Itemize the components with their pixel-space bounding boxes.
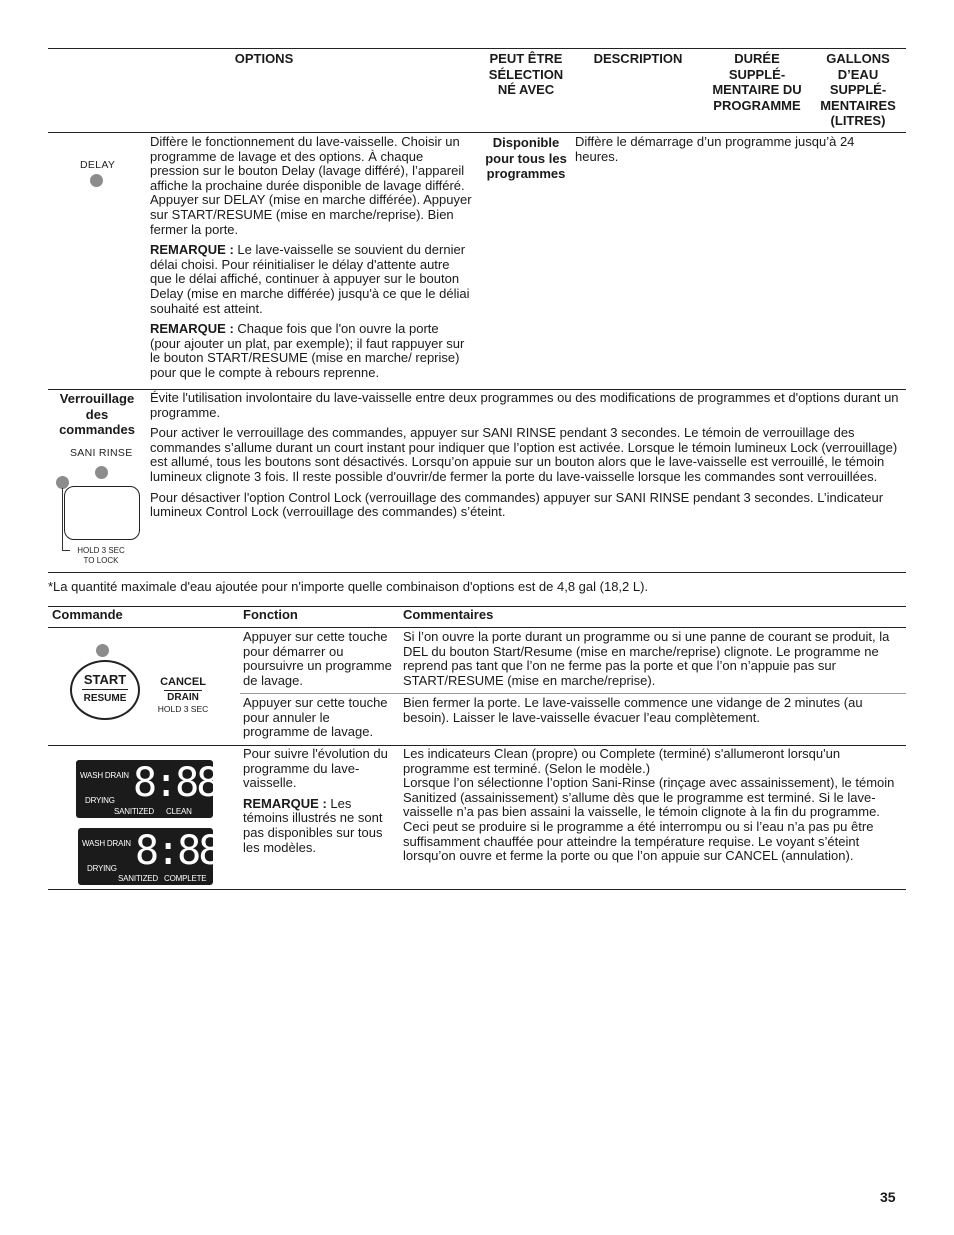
sanitized-label: SANITIZED [114, 807, 154, 816]
lock-paragraph-3: Pour désactiver l'option Control Lock (verrouillage des commandes) appuyer sur SANI RINSE pendant 3 secondes. L’indicateur lumineux Control Lock (verrouillage des commandes) s’éteint. [150, 489, 884, 520]
hold-to-lock-label: HOLD 3 SEC TO LOCK [77, 546, 125, 565]
sani-rinse-label: SANI RINSE [70, 447, 133, 459]
cancel-comment: Bien fermer la porte. Le lave-vaisselle commence une vidange de 2 minutes (au besoin). Laisser le lave-vaisselle évacuer l’eau complètement. [403, 695, 863, 725]
start-divider [82, 689, 128, 690]
lock-title: Verrouillage des commandes [59, 391, 135, 437]
delay-note-1: REMARQUE : Le lave-vaisselle se souvient du dernier délai choisi. Pour réinitialiser le délay d'attente autre que le délai affiché, continuer à appuyer sur le bouton Delay (mise en marche différée) jusqu'à ce que le déliai souhaité est atteint. [150, 242, 470, 316]
clean-label: CLEAN [166, 807, 192, 816]
wash-drain-label: WASH DRAIN [82, 839, 131, 848]
sani-rinse-button-outline [64, 486, 140, 540]
start-function: Appuyer sur cette touche pour démarrer ou poursuivre un programme de lavage. [243, 629, 392, 688]
resume-label: RESUME [83, 693, 127, 704]
status-display-clean [76, 760, 218, 818]
time-digits: 8:88 [133, 760, 218, 806]
status-display-complete [78, 828, 220, 885]
lock-description [150, 391, 902, 520]
header-added-time: DURÉE SUPPLÉ- MENTAIRE DU PROGRAMME [712, 51, 802, 113]
cancel-function: Appuyer sur cette touche pour annuler le programme de lavage. [243, 695, 388, 740]
delay-led-icon [90, 174, 103, 187]
delay-availability: Disponible pour tous les programmes [485, 135, 567, 181]
table2-header-rule [48, 627, 906, 628]
cancel-divider [164, 690, 202, 691]
footnote: *La quantité maximale d'eau ajoutée pour n'importe quelle combinaison d'options est de 4,8 gal (18,2 L). [48, 579, 649, 594]
display-function: Pour suivre l'évolution du programme du lave-vaisselle. REMARQUE : Les témoins illustrés ne sont pas disponibles sur tous les modèles. [243, 747, 397, 855]
start-subrow-rule [240, 693, 906, 694]
drying-label: DRYING [87, 864, 117, 873]
header-function: Fonction [243, 607, 298, 622]
table2-bottom-rule [48, 889, 906, 890]
header-description: DESCRIPTION [593, 51, 683, 66]
lock-bracket-foot [62, 550, 70, 551]
drying-label: DRYING [85, 796, 115, 805]
drain-label: DRAIN [167, 692, 199, 703]
start-led-icon [96, 644, 109, 657]
table-bottom-rule [48, 572, 906, 573]
lock-paragraph-2: Pour activer le verrouillage des commandes, appuyer sur SANI RINSE pendant 3 secondes. Le témoin de verrouillage des commandes s’allume durant un court instant pour indiquer que l’option est activée. Lorsque le témoin lumineux Lock (verrouillage) est allumé, tous les boutons sont désactivés. Lorsqu’on appuie sur un bouton alors que le lave-vaisselle est verrouillé, le témoin lumineux clignote 3 fois. Il reste possible d'ouvrir/de fermer la porte du lave-vaisselle lorsque les commandes sont verrouillées. [150, 425, 898, 484]
header-command: Commande [52, 607, 123, 622]
header-bottom-rule [48, 132, 906, 133]
start-comment: Si l’on ouvre la porte durant un programme ou si une panne de courant se produit, la DEL du bouton Start/Resume (mise en marche/reprise) clignote. Le programme ne reprend pas tant que l’on ne ferme pas la porte et que l’on n’appuie pas sur START/RESUME (mise en marche/reprise). [403, 629, 890, 688]
cancel-hold-label: HOLD 3 SEC [157, 704, 209, 714]
page-number: 35 [880, 1189, 896, 1205]
header-comments: Commentaires [403, 607, 494, 622]
sani-rinse-led-icon [95, 466, 108, 479]
lock-paragraph-1: Évite l'utilisation involontaire du lave-vaisselle entre deux programmes ou des modifications de programmes et d'options durant un programme. [150, 390, 899, 420]
delay-text: Diffère le fonctionnement du lave-vaisselle. Choisir un programme de lavage et des options. À chaque pression sur le bouton Delay (lavage différé), l’appareil affiche la prochaine durée disponible de lavage différé. Appuyer sur DELAY (mise en marche différée). Appuyer sur START/RESUME (mise en marche/reprise). Bien fermer la porte. [150, 134, 472, 237]
cancel-label: CANCEL [160, 676, 206, 688]
complete-label: COMPLETE [164, 874, 207, 883]
header-selectable-with: PEUT ÊTRE SÉLECTION NÉ AVEC [488, 51, 564, 97]
header-options: OPTIONS [234, 51, 294, 66]
delay-short-description: Diffère le démarrage d’un programme jusqu’à 24 heures. [575, 134, 855, 164]
display-comment: Les indicateurs Clean (propre) ou Complete (terminé) s'allumeront lorsqu'un programme est terminé. (Selon le modèle.) Lorsque l’on sélectionne l’option Sani-Rinse (rinçage avec assainissement), le témoin Sanitized (assainissement) s’allume dès que le programme est terminé. Si le lave-vaisselle n’a pas bien assaini la vaisselle, le témoin clignote à la fin du programme. Ceci peut se produire si le programme a été interrompu ou si l’eau n’a pas pu être suffisamment chauffée pour atteindre la température requise. Le voyant s’éteint lorsqu’on ouvre et ferme la porte ou que l’on appuie sur CANCEL (annulation). [403, 746, 895, 864]
lock-bracket-line [62, 488, 63, 550]
table-top-rule [48, 48, 906, 49]
display-note: REMARQUE : Les témoins illustrés ne sont pas disponibles sur tous les modèles. [243, 795, 383, 855]
delay-label: DELAY [80, 159, 116, 171]
sanitized-label: SANITIZED [118, 874, 158, 883]
header-added-water: GALLONS D’EAU SUPPLÉ- MENTAIRES (LITRES) [820, 51, 896, 128]
wash-drain-label: WASH DRAIN [80, 771, 129, 780]
delay-description [150, 135, 472, 381]
delay-note-2: REMARQUE : Chaque fois que l'on ouvre la porte (pour ajouter un plat, par exemple); il faut rappuyer sur le bouton START/RESUME (mise en marche/ reprise) pour que le compte à rebours reprenne. [150, 321, 465, 380]
start-resume-button-icon [70, 660, 140, 720]
start-label: START [83, 672, 127, 687]
time-digits: 8:88 [135, 828, 220, 874]
